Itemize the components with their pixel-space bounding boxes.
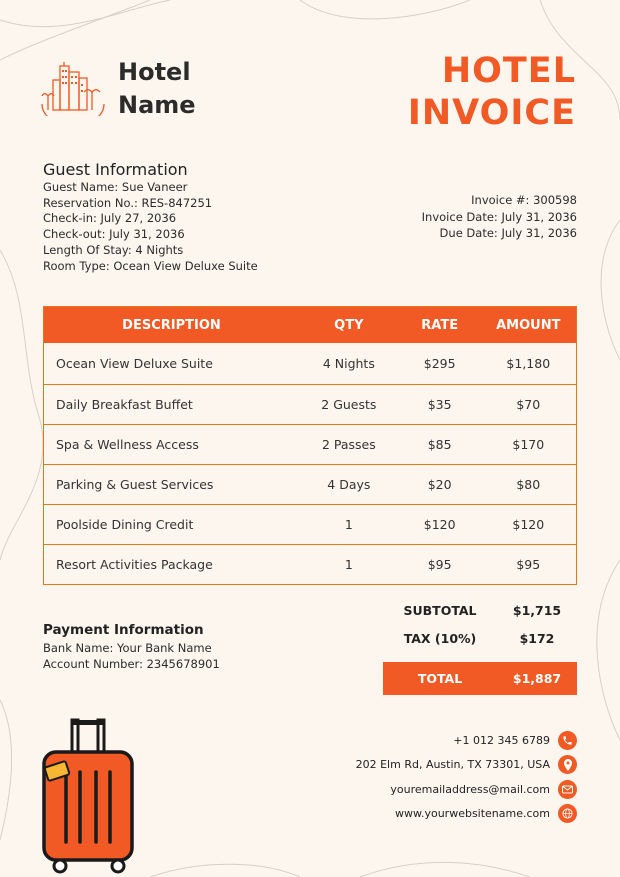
header-rate: RATE (399, 307, 481, 344)
table-row (44, 343, 577, 385)
cell-qty: 4 Nights (299, 343, 399, 385)
table-row (44, 545, 577, 585)
hotel-name-line2: Name (118, 91, 196, 119)
cell-description: Spa & Wellness Access (44, 425, 299, 465)
total-row (383, 662, 577, 695)
table-row (44, 425, 577, 465)
title-line2: INVOICE (407, 93, 576, 133)
contact-address-row (247, 753, 577, 778)
cell-description: Parking & Guest Services (44, 465, 299, 505)
invoice-date: Invoice Date: July 31, 2036 (421, 209, 577, 224)
globe-icon (558, 804, 577, 823)
header-description: DESCRIPTION (44, 307, 299, 344)
due-date: Due Date: July 31, 2036 (439, 226, 577, 240)
phone-number: +1 012 345 6789 (453, 733, 550, 747)
cell-qty: 1 (299, 505, 399, 545)
invoice-meta (422, 192, 577, 242)
cell-qty: 2 Passes (299, 425, 399, 465)
email-address[interactable]: youremailaddress@mail.com (390, 782, 550, 796)
contact-info (247, 728, 577, 826)
cell-description: Resort Activities Package (44, 545, 299, 585)
table-row (44, 385, 577, 425)
total-label: TOTAL (417, 671, 463, 686)
cell-rate: $120 (399, 505, 481, 545)
cell-rate: $95 (399, 545, 481, 585)
totals-block (383, 596, 577, 695)
subtotal-value: $1,715 (512, 602, 562, 618)
cell-rate: $85 (399, 425, 481, 465)
account-number: Account Number: 2345678901 (43, 657, 220, 671)
header-amount: AMOUNT (481, 307, 577, 344)
table-header-row (44, 307, 577, 344)
contact-email-row (247, 777, 577, 802)
guest-information (43, 162, 258, 275)
bank-name: Bank Name: Your Bank Name (43, 641, 212, 655)
length-of-stay: Length Of Stay: 4 Nights (43, 242, 184, 257)
cell-amount: $120 (481, 505, 577, 545)
cell-amount: $170 (481, 425, 577, 465)
cell-description: Daily Breakfast Buffet (44, 385, 299, 425)
cell-qty: 2 Guests (299, 385, 399, 425)
cell-qty: 4 Days (299, 465, 399, 505)
document-title (408, 50, 576, 134)
table-row (44, 505, 577, 545)
tax-label: TAX (10%) (403, 630, 477, 646)
line-items-table (43, 306, 577, 585)
hotel-logo-icon (40, 58, 106, 116)
cell-rate: $295 (399, 343, 481, 385)
hotel-name-line1: Hotel (118, 58, 191, 86)
luggage-icon (38, 716, 138, 876)
cell-description: Ocean View Deluxe Suite (44, 343, 299, 385)
payment-information-heading: Payment Information (43, 622, 204, 638)
cell-amount: $70 (481, 385, 577, 425)
total-value: $1,887 (512, 671, 562, 686)
website[interactable]: www.yourwebsitename.com (394, 807, 550, 821)
cell-rate: $35 (399, 385, 481, 425)
contact-phone-row (247, 728, 577, 753)
cell-qty: 1 (299, 545, 399, 585)
cell-amount: $95 (481, 545, 577, 585)
table-row (44, 465, 577, 505)
email-icon (558, 780, 577, 799)
header-qty: QTY (299, 307, 399, 344)
reservation-number: Reservation No.: RES-847251 (43, 195, 213, 210)
check-out: Check-out: July 31, 2036 (43, 227, 185, 242)
tax-value: $172 (519, 630, 555, 646)
subtotal-row (383, 596, 577, 624)
cell-rate: $20 (399, 465, 481, 505)
title-line1: HOTEL (441, 51, 576, 91)
room-type: Room Type: Ocean View Deluxe Suite (43, 258, 258, 273)
cell-amount: $1,180 (481, 343, 577, 385)
tax-row (383, 624, 577, 652)
contact-website-row (247, 802, 577, 827)
location-icon (558, 755, 577, 774)
subtotal-label: SUBTOTAL (403, 602, 477, 618)
guest-name: Guest Name: Sue Vaneer (43, 179, 188, 194)
guest-information-heading: Guest Information (43, 160, 188, 179)
cell-amount: $80 (481, 465, 577, 505)
check-in: Check-in: July 27, 2036 (43, 211, 177, 226)
invoice-number: Invoice #: 300598 (471, 193, 577, 207)
hotel-name (118, 56, 196, 122)
payment-information (43, 622, 220, 672)
address: 202 Elm Rd, Austin, TX 73301, USA (355, 758, 550, 772)
cell-description: Poolside Dining Credit (44, 505, 299, 545)
phone-icon (558, 731, 577, 750)
